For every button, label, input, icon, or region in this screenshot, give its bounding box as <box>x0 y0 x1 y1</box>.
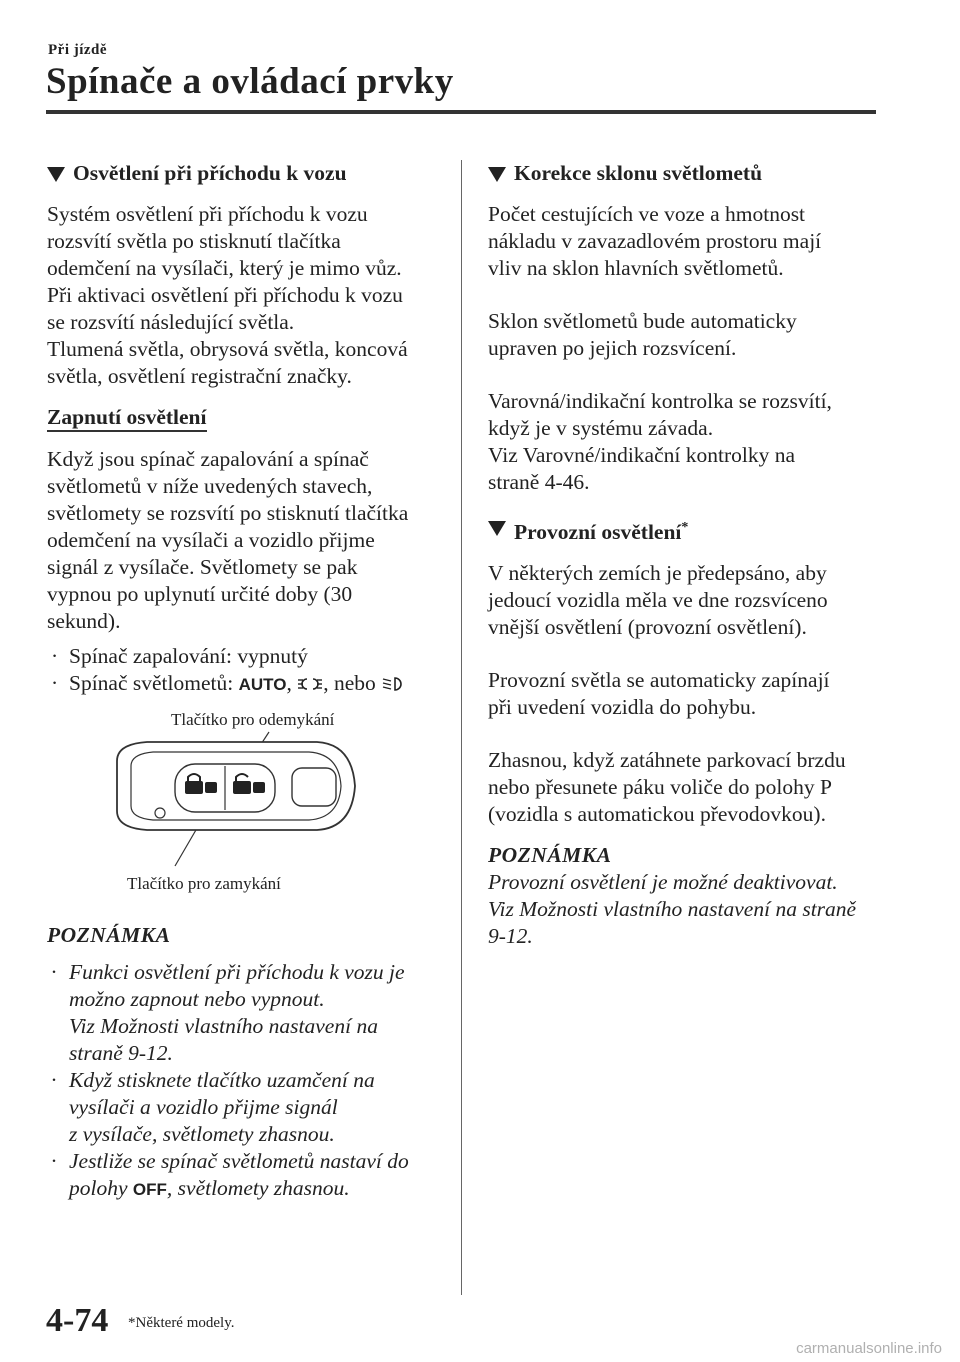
section-heading-daytime-running-lights: Provozní osvětlení* <box>488 514 873 546</box>
note-right: Provozní osvětlení je možné deaktivovat. Viz Možnosti vlastního nastavení na straně 9-12. <box>488 870 857 949</box>
section-heading-headlight-leveling: Korekce sklonu světlometů <box>488 160 873 187</box>
section-heading-approach-lighting: Osvětlení při příchodu k vozu <box>47 160 442 187</box>
unlock-button-label: Tlačítko pro odemykání <box>171 710 335 729</box>
note-item: · Funkci osvětlení při příchodu k vozu je možno zapnout nebo vypnout. Viz Možnosti vlastního nastavení na straně 9-12. <box>51 960 405 1065</box>
bullet-ignition: · Spínač zapalování: vypnutý <box>51 644 308 668</box>
drl-paragraph-2: Provozní světla se automaticky zapínají při uvedení vozidla do pohybu. <box>488 668 830 720</box>
leveling-paragraph-3: Varovná/indikační kontrolka se rozsvítí, když je v systému závada. Viz Varovné/indikační kontrolky na straně 4-46. <box>488 389 832 494</box>
turn-on-paragraph: Když jsou spínač zapalování a spínač světlometů v níže uvedených stavech, světlomety se rozsvítí po stisknutí tlačítka odemčení na vysílači a vozidlo přijme signál z vysílače. Světlomety se pak vypnou po uplynutí určité doby (30 sekund). <box>47 447 409 633</box>
key-fob-figure <box>47 706 442 896</box>
drl-paragraph-1: V některých zemích je předepsáno, aby jedoucí vozidla měla ve dne rozsvíceno vnější osvětlení (provozní osvětlení). <box>488 561 828 640</box>
running-header-section: Při jízdě <box>48 42 108 58</box>
right-column <box>488 160 873 950</box>
leveling-paragraph-1: Počet cestujících ve voze a hmotnost nákladu v zavazadlovém prostoru mají vliv na sklon hlavních světlometů. <box>488 202 822 280</box>
drl-paragraph-3: Zhasnou, když zatáhnete parkovací brzdu nebo přesunete páku voliče do polohy P (vozidla s automatickou převodovkou). <box>488 748 846 827</box>
triangle-bullet-icon <box>47 167 65 182</box>
auto-symbol: AUTO <box>238 675 287 694</box>
triangle-bullet-icon <box>488 521 506 536</box>
triangle-bullet-icon <box>488 167 506 182</box>
low-beam-headlight-icon <box>381 675 407 693</box>
subheading-turn-on: Zapnutí osvětlení <box>47 405 207 432</box>
note-item: · Když stisknete tlačítko uzamčení na vysílači a vozidlo přijme signál z vysílače, světlomety zhasnou. <box>51 1068 375 1146</box>
watermark: carmanualsonline.info <box>796 1340 942 1357</box>
key-fob-drawing <box>47 706 442 896</box>
lock-button-label: Tlačítko pro zamykání <box>127 874 281 893</box>
note-heading-right: POZNÁMKA <box>488 843 612 868</box>
note-item: · Jestliže se spínač světlometů nastaví do polohy OFF, světlomety zhasnou. <box>51 1149 409 1200</box>
note-list-left <box>47 959 442 1203</box>
bullet-headlight-switch: · Spínač světlometů: AUTO, , nebo <box>47 670 442 698</box>
off-symbol: OFF <box>132 1180 167 1199</box>
header-rule <box>46 110 876 114</box>
page-title: Spínače a ovládací prvky <box>46 61 454 102</box>
parking-light-icon <box>297 675 323 693</box>
page-number: 4-74 <box>46 1302 109 1339</box>
leveling-paragraph-2: Sklon světlometů bude automaticky upraven po jejich rozsvícení. <box>488 309 797 360</box>
left-column <box>47 160 442 1203</box>
approach-lighting-paragraph: Systém osvětlení při příchodu k vozu rozsvítí světla po stisknutí tlačítka odemčení na vysílači, který je mimo vůz. Při aktivaci osvětlení při příchodu k vozu se rozsvítí následující světla. Tlumená světla, obrysová světla, koncová světla, osvětlení registrační značky. <box>47 202 408 388</box>
footnote: *Některé modely. <box>128 1315 235 1331</box>
column-divider <box>461 160 462 1295</box>
note-heading-left: POZNÁMKA <box>47 923 171 947</box>
